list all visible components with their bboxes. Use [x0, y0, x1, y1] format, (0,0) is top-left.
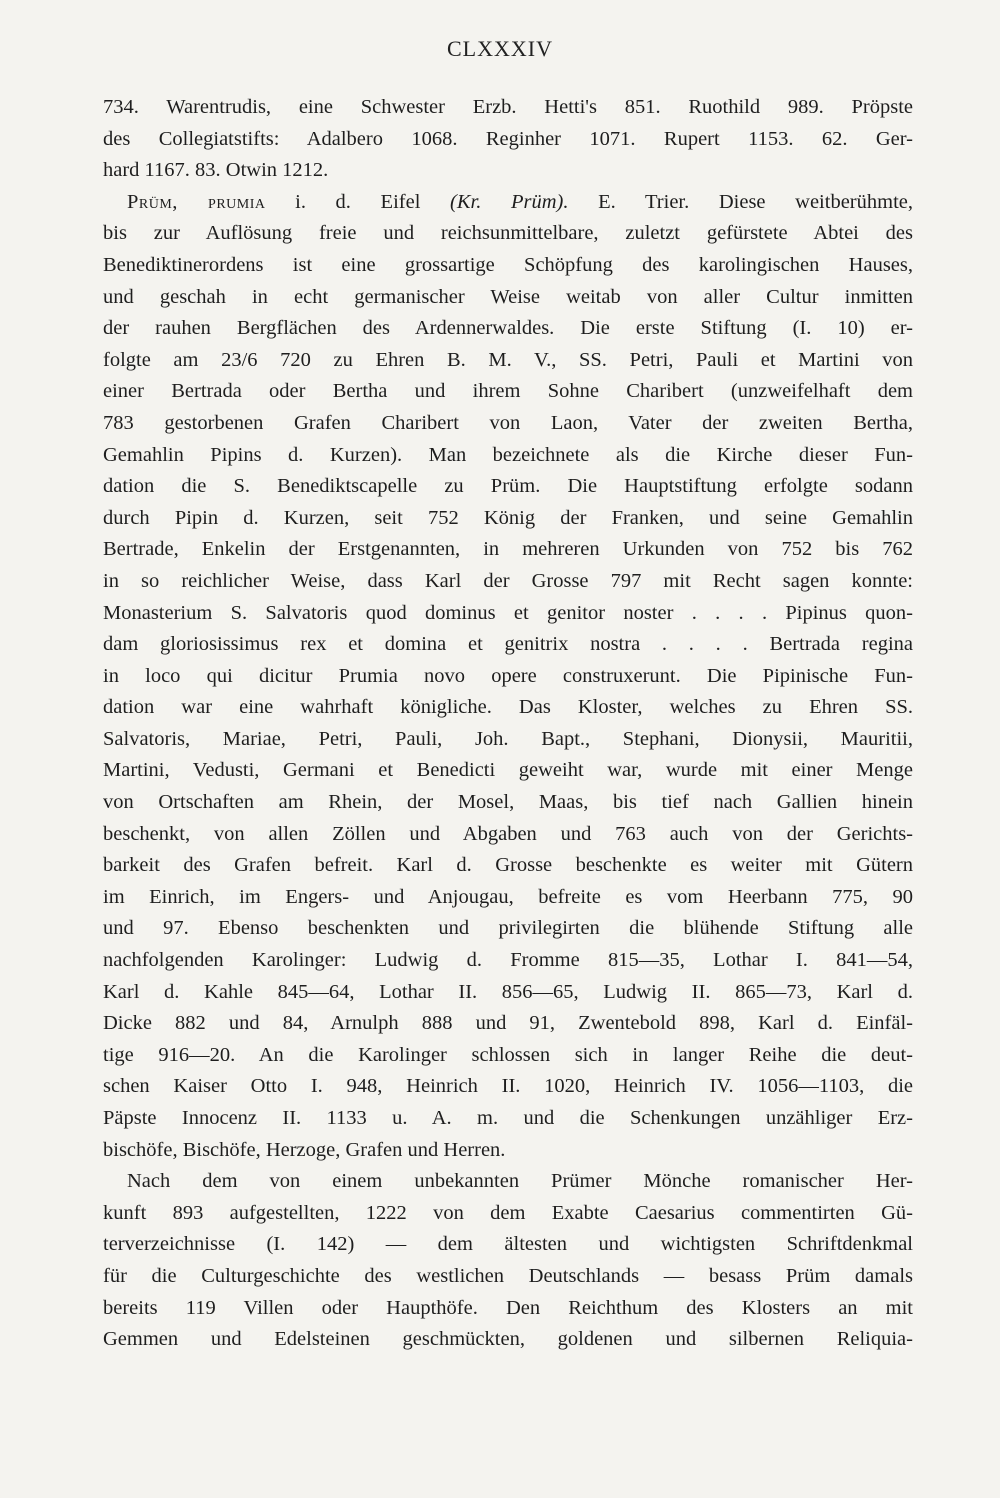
text-line: Nach dem von einem unbekannten Prümer Mönche romanischer Her- — [127, 1170, 913, 1193]
entry-heading-line — [103, 187, 913, 219]
text-line: in loco qui dicitur Prumia novo opere construxerunt. Die Pipinische Fun- — [103, 664, 913, 687]
text-line: schen Kaiser Otto I. 948, Heinrich II. 1020, Heinrich IV. 1056—1103, die — [103, 1075, 913, 1098]
text-line: für die Culturgeschichte des westlichen Deutschlands — besass Prüm damals — [103, 1264, 913, 1287]
text-line: und 97. Ebenso beschenkten und privilegirten die blühende Stiftung alle — [103, 917, 913, 940]
text-line: bereits 119 Villen oder Haupthöfe. Den Reichthum des Klosters an mit — [103, 1296, 913, 1319]
paragraph-1 — [103, 92, 913, 187]
text-line: tige 916—20. An die Karolinger schlossen sich in langer Reihe die deut- — [103, 1043, 913, 1066]
paragraph-2 — [103, 187, 913, 1166]
text-line: des Collegiatstifts: Adalbero 1068. Reginher 1071. Rupert 1153. 62. Ger- — [103, 127, 913, 150]
text-line: beschenkt, von allen Zöllen und Abgaben und 763 auch von der Gerichts- — [103, 822, 913, 845]
text-line: durch Pipin d. Kurzen, seit 752 König der Franken, und seine Gemahlin — [103, 506, 913, 529]
entry-lemma: Prüm, prumia — [127, 190, 266, 213]
text-line: terverzeichnisse (I. 142) — dem ältesten und wichtigsten Schriftdenkmal — [103, 1233, 913, 1256]
text-line: kunft 893 aufgestellten, 1222 von dem Exabte Caesarius commentirten Gü- — [103, 1201, 913, 1224]
page-number: CLXXXIV — [447, 36, 553, 61]
text-line: in so reichlicher Weise, dass Karl der Grosse 797 mit Recht sagen konnte: — [103, 569, 913, 592]
text-line: barkeit des Grafen befreit. Karl d. Grosse beschenkte es weiter mit Gütern — [103, 854, 913, 877]
text-line: und geschah in echt germanischer Weise weitab von aller Cultur inmitten — [103, 285, 913, 308]
entry-lead-tail: E. Trier. Diese weitberühmte, — [568, 190, 913, 213]
entry-district: (Kr. Prüm). — [450, 190, 569, 213]
text-line: Dicke 882 und 84, Arnulph 888 und 91, Zwentebold 898, Karl d. Einfäl- — [103, 1012, 913, 1035]
text-line: hard 1167. 83. Otwin 1212. — [103, 159, 329, 182]
text-line: Monasterium S. Salvatoris quod dominus et genitor noster . . . . Pipinus quon- — [103, 601, 913, 624]
text-line: Päpste Innocenz II. 1133 u. A. m. und die Schenkungen unzähliger Erz- — [103, 1107, 913, 1129]
body-text — [103, 92, 913, 1356]
entry-location: i. d. Eifel — [265, 190, 451, 213]
text-line: Martini, Vedusti, Germani et Benedicti geweiht war, wurde mit einer Menge — [103, 759, 913, 782]
text-line: von Ortschaften am Rhein, der Mosel, Maas, bis tief nach Gallien hinein — [103, 791, 913, 814]
text-line: dation war eine wahrhaft königliche. Das Kloster, welches zu Ehren SS. — [103, 696, 913, 719]
text-line: Karl d. Kahle 845—64, Lothar II. 856—65, Ludwig II. 865—73, Karl d. — [103, 980, 913, 1003]
paragraph-3 — [103, 1166, 913, 1356]
text-line: bischöfe, Bischöfe, Herzoge, Grafen und Herren. — [103, 1138, 506, 1161]
text-line: 783 gestorbenen Grafen Charibert von Laon, Vater der zweiten Bertha, — [103, 411, 913, 434]
text-line: Gemahlin Pipins d. Kurzen). Man bezeichnete als die Kirche dieser Fun- — [103, 443, 913, 466]
text-line: einer Bertrada oder Bertha und ihrem Sohne Charibert (unzweifelhaft dem — [103, 380, 913, 403]
text-line: folgte am 23/6 720 zu Ehren B. M. V., SS. Petri, Pauli et Martini von — [103, 348, 913, 371]
text-line: Bertrade, Enkelin der Erstgenannten, in mehreren Urkunden von 752 bis 762 — [103, 538, 913, 561]
text-line: Gemmen und Edelsteinen geschmückten, goldenen und silbernen Reliquia- — [103, 1328, 913, 1351]
text-line: im Einrich, im Engers- und Anjougau, befreite es vom Heerbann 775, 90 — [103, 885, 913, 908]
text-line: dation die S. Benediktscapelle zu Prüm. Die Hauptstiftung erfolgte sodann — [103, 475, 913, 498]
text-line: bis zur Auflösung freie und reichsunmittelbare, zuletzt gefürstete Abtei des — [103, 222, 913, 245]
text-line: 734. Warentrudis, eine Schwester Erzb. Hetti's 851. Ruothild 989. Pröpste — [103, 96, 913, 118]
text-line: der rauhen Bergflächen des Ardennerwaldes. Die erste Stiftung (I. 10) er- — [103, 317, 913, 340]
text-line: Benediktinerordens ist eine grossartige Schöpfung des karolingischen Hauses, — [103, 253, 913, 276]
text-line: dam gloriosissimus rex et domina et genitrix nostra . . . . Bertrada regina — [103, 633, 913, 656]
text-line: Salvatoris, Mariae, Petri, Pauli, Joh. Bapt., Stephani, Dionysii, Mauritii, — [103, 727, 913, 750]
text-line: nachfolgenden Karolinger: Ludwig d. Fromme 815—35, Lothar I. 841—54, — [103, 949, 913, 972]
